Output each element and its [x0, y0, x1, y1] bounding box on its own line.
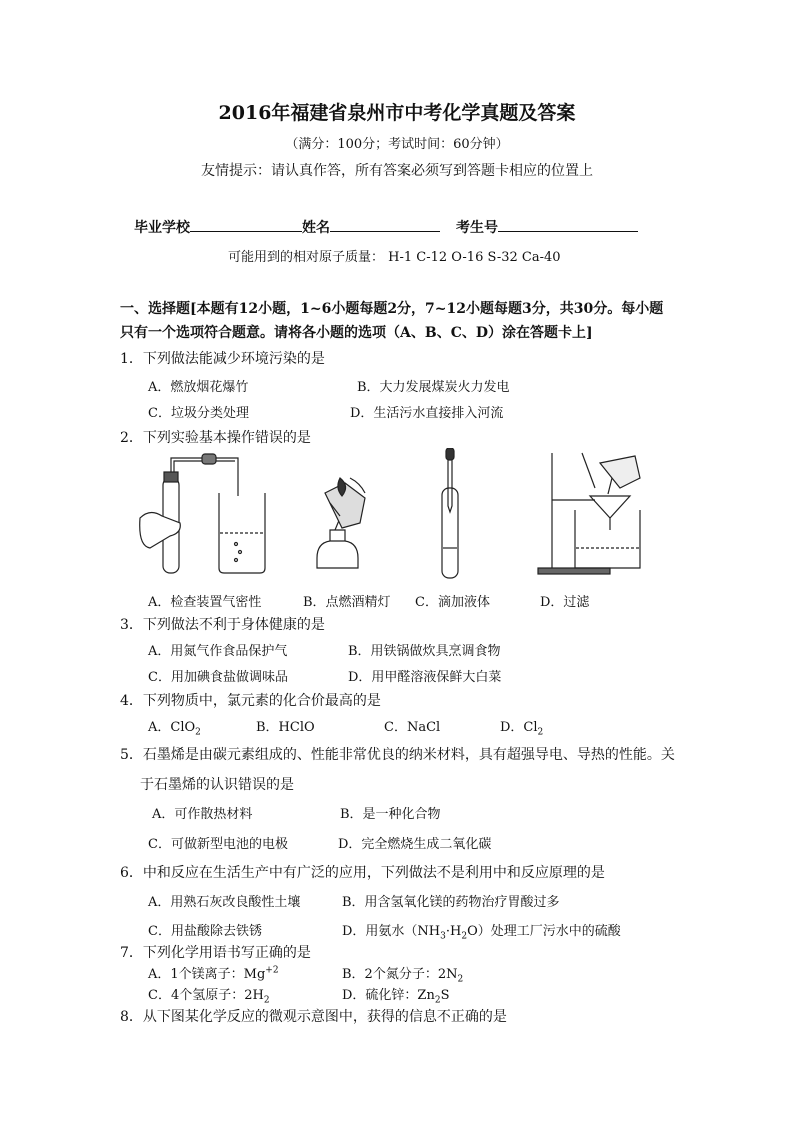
q5-stem-line1: 5．石墨烯是由碳元素组成的、性能非常优良的纳米材料，具有超强导电、导热的性能。关 — [120, 747, 675, 763]
q2-option-a: A．检查装置气密性 — [148, 595, 262, 610]
q4-option-b: B．HClO — [256, 720, 315, 735]
q7-option-a: A．1个镁离子：$Mg^{+2}$ — [148, 965, 279, 982]
q3-option-b: B．用铁锅做炊具烹调食物 — [348, 644, 501, 659]
q2-stem: 2．下列实验基本操作错误的是 — [120, 430, 311, 446]
q2-option-c: C．滴加液体 — [415, 595, 490, 610]
q3-option-d: D．用甲醛溶液保鲜大白菜 — [348, 670, 502, 685]
q4-option-d: D．$Cl_2$ — [500, 720, 544, 738]
atomic-masses: 可能用到的相对原子质量： H-1 C-12 O-16 S-32 Ca-40 — [228, 250, 561, 265]
q5-option-d: D．完全燃烧生成二氧化碳 — [338, 837, 492, 852]
q5-option-a: A．可作散热材料 — [152, 807, 253, 822]
exam-no-label: 考生号 — [456, 220, 498, 236]
q3-option-a: A．用氮气作食品保护气 — [148, 644, 288, 659]
q5-stem-line2: 于石墨烯的认识错误的是 — [140, 777, 294, 793]
q7-option-d: D．硫化锌：$Zn_2S$ — [342, 988, 450, 1006]
score-time-note: （满分：100分；考试时间：60分钟） — [285, 137, 509, 152]
q6-option-d: D．用氨水$(NH_3\cdot H_2O)$处理工厂污水中的硫酸 — [342, 924, 621, 942]
q4-option-c: C．NaCl — [384, 720, 441, 735]
dropper-image — [442, 448, 458, 578]
q2-option-b: B．点燃酒精灯 — [303, 595, 391, 610]
q6-option-b: B．用含氢氧化镁的药物治疗胃酸过多 — [342, 895, 560, 910]
q7-stem: 7．下列化学用语书写正确的是 — [120, 945, 311, 961]
q4-option-a: A．ClO$_2$ — [148, 720, 201, 738]
friendly-tip: 友情提示：请认真作答，所有答案必须写到答题卡相应的位置上 — [201, 163, 593, 179]
name-blank[interactable] — [330, 217, 440, 232]
q2-option-d: D．过滤 — [540, 595, 590, 610]
section1-heading-line2: 只有一个选项符合题意。请将各小题的选项（A、B、C、D）涂在答题卡上] — [120, 325, 593, 341]
alcohol-lamp-image — [317, 478, 365, 568]
q6-stem: 6．中和反应在生活生产中有广泛的应用，下列做法不是利用中和反应原理的是 — [120, 865, 605, 881]
page-title: 2016年福建省泉州市中考化学真题及答案 — [218, 102, 576, 124]
filtration-image — [538, 453, 640, 574]
q6-option-a: A．用熟石灰改良酸性土壤 — [148, 895, 301, 910]
name-label: 姓名 — [302, 220, 330, 236]
q1-option-c: C．垃圾分类处理 — [148, 406, 249, 421]
airtightness-check-image — [140, 454, 265, 573]
q8-stem: 8．从下图某化学反应的微观示意图中，获得的信息不正确的是 — [120, 1009, 507, 1025]
q3-stem: 3．下列做法不利于身体健康的是 — [120, 617, 325, 633]
q7-option-b: B．2个氮分子：$2N_2$ — [342, 967, 464, 985]
student-info-row — [134, 217, 638, 237]
exam-no-blank[interactable] — [498, 217, 638, 232]
section1-heading-line1: 一、选择题[本题有12小题，1~6小题每题2分，7~12小题每题3分，共30分。每小题 — [120, 301, 664, 317]
q1-option-b: B．大力发展煤炭火力发电 — [357, 380, 510, 395]
q1-stem: 1．下列做法能减少环境污染的是 — [120, 351, 325, 367]
q7-option-c: C．4个氢原子：$2H_2$ — [148, 988, 270, 1006]
q5-option-b: B．是一种化合物 — [340, 807, 441, 822]
q3-option-c: C．用加碘食盐做调味品 — [148, 670, 288, 685]
q6-option-c: C．用盐酸除去铁锈 — [148, 924, 262, 939]
q4-stem: 4．下列物质中，氯元素的化合价最高的是 — [120, 693, 381, 709]
school-blank[interactable] — [190, 217, 302, 232]
q2-lab-figures — [120, 448, 680, 588]
q5-option-c: C．可做新型电池的电极 — [148, 837, 288, 852]
q1-option-d: D．生活污水直接排入河流 — [350, 406, 504, 421]
school-label: 毕业学校 — [134, 220, 190, 236]
q1-option-a: A．燃放烟花爆竹 — [148, 380, 249, 395]
